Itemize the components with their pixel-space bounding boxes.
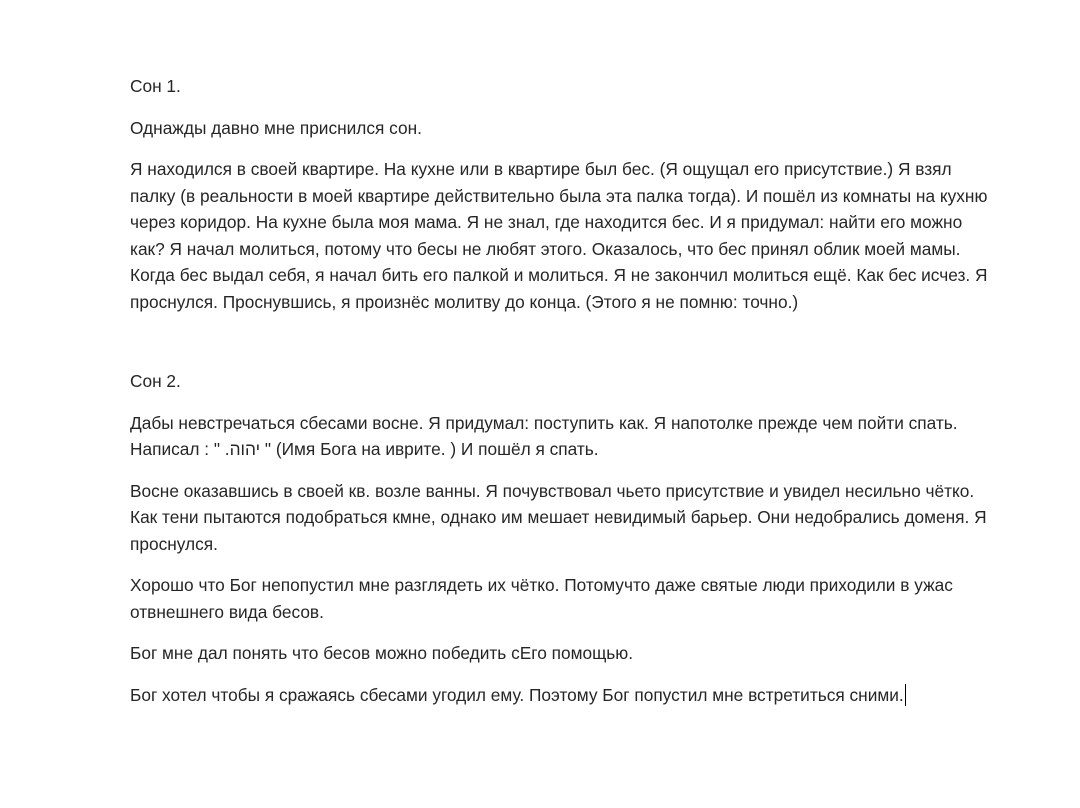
dream-2-paragraph-3[interactable]: Хорошо что Бог непопустил мне разглядеть их чётко. Потомучто даже святые люди приходили в ужас отвнешнего вида бесов. (130, 575, 953, 622)
dream-2-paragraph-1[interactable] (130, 410, 990, 463)
dream-1-paragraph-2[interactable]: Я находился в своей квартире. На кухне или в квартире был бес. (Я ощущал его присутствие.) Я взял палку (в реальности в моей квартире действительно была эта палка тогда). И пошёл из комнаты на кухню через коридор. На кухне была моя мама. Я не знал, где находится бес. И я придумал: найти его можно как? Я начал молиться, потому что бесы не любят этого. Оказалось, что бес принял облик моей мамы. Когда бес выдал себя, я начал бить его палкой и молиться. Я не закончил молиться ещё. Как бес исчез. Я проснулся. Проснувшись, я произнёс молитву до конца. (Этого я не помню: точно.) (130, 159, 988, 312)
dream-2-intro-before: Дабы невстречаться сбесами восне. Я придумал: поступить как. Я напотолке прежде чем пойти спать. Написал : " (130, 412, 958, 459)
dream-1-heading[interactable]: Сон 1. (130, 76, 181, 96)
dream-2-paragraph-5-text: Бог хотел чтобы я сражаясь сбесами угодил ему. Поэтому Бог попустил мне встретиться сними. (130, 684, 904, 705)
text-cursor (905, 684, 907, 706)
dream-2-intro-after: " (Имя Бога на иврите. ) И пошёл я спать. (260, 439, 599, 459)
dream-2-paragraph-4[interactable]: Бог мне дал понять что бесов можно победить сЕго помощью. (130, 643, 634, 663)
hebrew-name-text: יהוה. (224, 439, 261, 459)
dream-2-heading[interactable]: Сон 2. (130, 371, 181, 391)
dream-2-paragraph-5[interactable] (130, 682, 990, 709)
dream-1-paragraph-1[interactable]: Однажды давно мне приснился сон. (130, 117, 422, 138)
dream-2-paragraph-2[interactable]: Восне оказавшись в своей кв. возле ванны. Я почувствовал чьето присутствие и увидел несильно чётко. Как тени пытаются подобраться кмне, однако им мешает невидимый барьер. Они недобрались доменя. Я проснулся. (130, 480, 987, 554)
empty-line[interactable] (130, 330, 990, 368)
document-body[interactable] (130, 73, 990, 723)
